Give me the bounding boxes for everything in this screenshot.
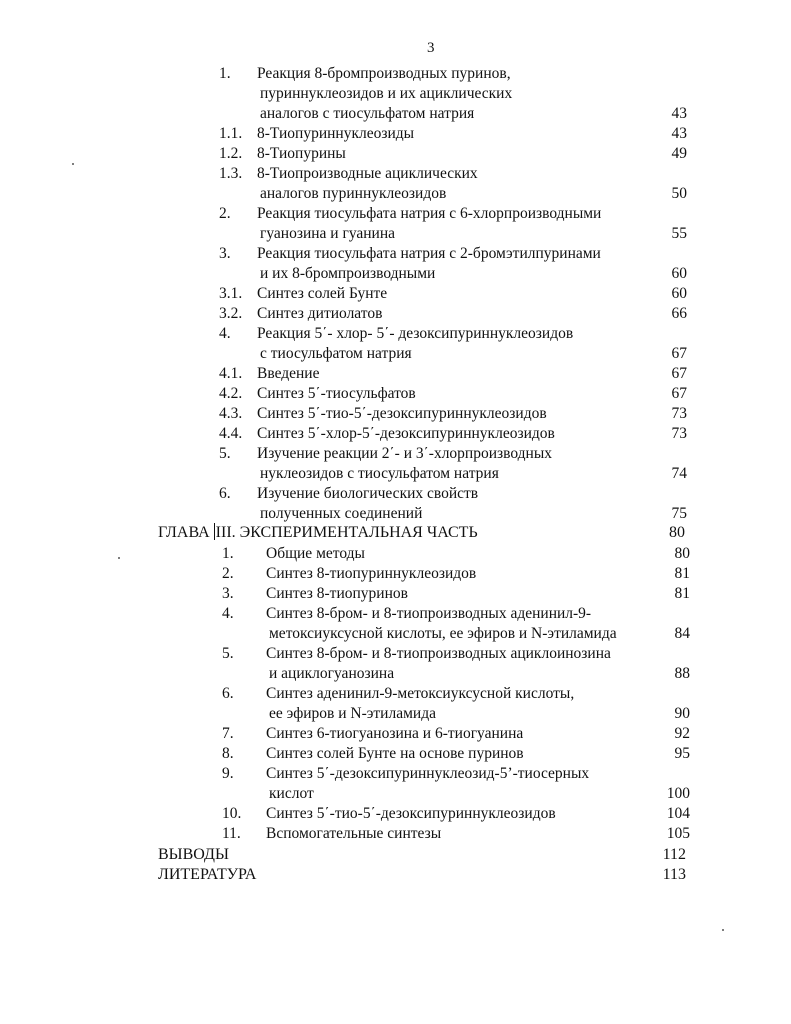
toc-line xyxy=(0,244,791,264)
toc-entry-page: 67 xyxy=(671,385,687,402)
conclusions-label: ВЫВОДЫ xyxy=(158,846,229,863)
toc-line xyxy=(0,804,791,824)
toc-line xyxy=(0,564,791,584)
toc-entry-number: 1.3. xyxy=(219,165,243,182)
toc-line xyxy=(0,144,791,164)
toc-entry-text: аналогов с тиосульфатом натрия xyxy=(260,105,475,122)
toc-entry-number: 4.3. xyxy=(219,405,243,422)
toc-entry-text: и ациклогуанозина xyxy=(269,665,395,682)
toc-line xyxy=(0,424,791,444)
toc-entry-page: 75 xyxy=(671,505,687,522)
toc-line xyxy=(0,64,791,84)
toc-entry-text: Введение xyxy=(257,365,320,382)
conclusions-page: 112 xyxy=(662,846,686,863)
chapter-label: ГЛАВА xyxy=(158,524,210,541)
toc-line xyxy=(0,624,791,644)
toc-entry-text: Синтез 5΄-тио-5΄-дезоксипуриннуклеозидов xyxy=(257,405,547,422)
toc-entry-text: Синтез 8-бром- и 8-тиопроизводных ациклоинозина xyxy=(266,645,611,662)
toc-entry-page: 84 xyxy=(674,625,690,642)
toc-entry-text: 8-Тиопуриннуклеозиды xyxy=(257,125,415,142)
toc-entry-text: Реакция тиосульфата натрия с 6-хлорпроизводными xyxy=(257,205,602,222)
toc-line xyxy=(0,744,791,764)
toc-entry-text: Синтез 5΄-тиосульфатов xyxy=(257,385,416,402)
toc-line xyxy=(0,784,791,804)
toc-line xyxy=(0,164,791,184)
toc-line xyxy=(0,504,791,524)
toc-entry-text: Изучение биологических свойств xyxy=(257,485,479,502)
toc-entry-text: Синтез 8-бром- и 8-тиопроизводных аденинил-9- xyxy=(266,605,592,622)
toc-entry-number: 3.2. xyxy=(219,305,243,322)
toc-entry-page: 105 xyxy=(666,825,690,842)
toc-entry-text: Изучение реакции 2΄- и 3΄-хлорпроизводных xyxy=(257,445,552,462)
toc-entry-page: 66 xyxy=(671,305,687,322)
toc-entry-text: Синтез солей Бунте на основе пуринов xyxy=(266,745,524,762)
toc-line xyxy=(0,344,791,364)
toc-entry-text: Вспомогательные синтезы xyxy=(266,825,442,842)
toc-line xyxy=(0,584,791,604)
toc-entry-text: Синтез 6-тиогуанозина и 6-тиогуанина xyxy=(266,725,524,742)
toc-entry-number: 4. xyxy=(219,325,231,342)
toc-entry-text: 8-Тиопроизводные ациклических xyxy=(257,165,478,182)
toc-line xyxy=(0,444,791,464)
toc-entry-text: нуклеозидов с тиосульфатом натрия xyxy=(260,465,499,482)
toc-line xyxy=(0,764,791,784)
toc-entry-page: 67 xyxy=(671,365,687,382)
toc-line xyxy=(0,464,791,484)
toc-line xyxy=(0,284,791,304)
toc-entry-number: 1. xyxy=(219,65,231,82)
toc-line xyxy=(0,304,791,324)
toc-entry-number: 4. xyxy=(222,605,234,622)
toc-entry-page: 74 xyxy=(671,465,687,482)
toc-entry-page: 81 xyxy=(674,585,690,602)
toc-entry-text: Общие методы xyxy=(266,545,365,562)
chapter-numeral: III. xyxy=(215,524,236,541)
toc-line xyxy=(0,484,791,504)
toc-line xyxy=(0,704,791,724)
toc-entry-text: пуриннуклеозидов и их ациклических xyxy=(260,85,513,102)
toc-entry-number: 1.2. xyxy=(219,145,243,162)
toc-entry-page: 73 xyxy=(671,425,687,442)
toc-entry-number: 5. xyxy=(219,445,231,462)
toc-entry-page: 100 xyxy=(666,785,690,802)
scan-speck xyxy=(118,557,120,559)
toc-entry-number: 8. xyxy=(222,745,234,762)
literature-label: ЛИТЕРАТУРА xyxy=(158,866,257,883)
toc-entry-page: 104 xyxy=(666,805,690,822)
toc-entry-number: 9. xyxy=(222,765,234,782)
toc-entry-text: Синтез 5΄-дезоксипуриннуклеозид-5’-тиосерных xyxy=(266,765,590,782)
toc-entry-text: метоксиуксусной кислоты, ее эфиров и N-этиламида xyxy=(269,625,617,642)
toc-line xyxy=(0,664,791,684)
toc-entry-number: 5. xyxy=(222,645,234,662)
toc-entry-number: 6. xyxy=(219,485,231,502)
toc-entry-page: 92 xyxy=(674,725,690,742)
page-number: 3 xyxy=(427,40,435,56)
literature-page: 113 xyxy=(662,866,686,883)
toc-entry-page: 50 xyxy=(671,185,687,202)
toc-entry-number: 2. xyxy=(222,565,234,582)
toc-line xyxy=(0,724,791,744)
toc-entry-page: 55 xyxy=(671,225,687,242)
toc-line xyxy=(0,404,791,424)
toc-line xyxy=(0,644,791,664)
toc-entry-page: 43 xyxy=(671,125,687,142)
toc-entry-text: кислот xyxy=(269,785,314,802)
toc-entry-number: 1. xyxy=(222,545,234,562)
toc-entry-text: Реакция 8-бромпроизводных пуринов, xyxy=(257,65,511,82)
toc-entry-text: ее эфиров и N-этиламида xyxy=(269,705,436,722)
toc-entry-text: Синтез дитиолатов xyxy=(257,305,383,322)
toc-line xyxy=(0,184,791,204)
toc-entry-text: Синтез аденинил-9-метоксиуксусной кислоты, xyxy=(266,685,575,702)
toc-entry-page: 73 xyxy=(671,405,687,422)
toc-line xyxy=(0,684,791,704)
toc-entry-page: 60 xyxy=(671,265,687,282)
toc-entry-page: 95 xyxy=(674,745,690,762)
toc-entry-number: 4.4. xyxy=(219,425,243,442)
toc-entry-text: Синтез 8-тиопуриннуклеозидов xyxy=(266,565,477,582)
toc-entry-text: Реакция тиосульфата натрия с 2-бромэтилпуринами xyxy=(257,245,601,262)
toc-entry-text: Реакция 5΄- хлор- 5΄- дезоксипуриннуклеозидов xyxy=(257,325,574,342)
toc-entry-number: 11. xyxy=(222,825,241,842)
toc-entry-text: полученных соединений xyxy=(260,505,423,522)
toc-entry-text: 8-Тиопурины xyxy=(257,145,346,162)
toc-entry-number: 3.1. xyxy=(219,285,243,302)
toc-entry-page: 81 xyxy=(674,565,690,582)
toc-entry-page: 67 xyxy=(671,345,687,362)
toc-line xyxy=(0,324,791,344)
toc-entry-text: аналогов пуриннуклеозидов xyxy=(260,185,447,202)
toc-line xyxy=(0,824,791,844)
toc-entry-number: 2. xyxy=(219,205,231,222)
scan-speck xyxy=(722,929,724,931)
toc-line xyxy=(0,204,791,224)
toc-entry-text: с тиосульфатом натрия xyxy=(260,345,412,362)
toc-line xyxy=(0,384,791,404)
toc-line xyxy=(0,604,791,624)
toc-entry-page: 60 xyxy=(671,285,687,302)
toc-line xyxy=(0,264,791,284)
toc-entry-page: 88 xyxy=(674,665,690,682)
scan-speck xyxy=(72,163,74,165)
toc-entry-page: 80 xyxy=(674,545,690,562)
toc-entry-page: 49 xyxy=(671,145,687,162)
toc-entry-text: гуанозина и гуанина xyxy=(260,225,396,242)
toc-entry-number: 4.2. xyxy=(219,385,243,402)
toc-entry-number: 4.1. xyxy=(219,365,243,382)
toc-line xyxy=(0,364,791,384)
toc-line xyxy=(0,224,791,244)
toc-line xyxy=(0,104,791,124)
chapter-page: 80 xyxy=(669,524,685,541)
toc-entry-number: 3. xyxy=(219,245,231,262)
toc-entry-number: 3. xyxy=(222,585,234,602)
margin-mark xyxy=(214,523,215,540)
toc-entry-text: Синтез 5΄-хлор-5΄-дезоксипуриннуклеозидов xyxy=(257,425,555,442)
toc-entry-text: Синтез 8-тиопуринов xyxy=(266,585,408,602)
toc-entry-page: 43 xyxy=(671,105,687,122)
toc-line xyxy=(0,124,791,144)
toc-line xyxy=(0,544,791,564)
chapter-title: ЭКСПЕРИМЕНТАЛЬНАЯ ЧАСТЬ xyxy=(239,524,478,541)
chapter-heading xyxy=(158,523,478,543)
toc-entry-text: и их 8-бромпроизводными xyxy=(260,265,436,282)
toc-line xyxy=(0,84,791,104)
toc-entry-number: 7. xyxy=(222,725,234,742)
toc-entry-page: 90 xyxy=(674,705,690,722)
toc-entry-number: 1.1. xyxy=(219,125,243,142)
toc-entry-number: 10. xyxy=(222,805,242,822)
toc-entry-number: 6. xyxy=(222,685,234,702)
toc-entry-text: Синтез солей Бунте xyxy=(257,285,388,302)
toc-entry-text: Синтез 5΄-тио-5΄-дезоксипуриннуклеозидов xyxy=(266,805,556,822)
